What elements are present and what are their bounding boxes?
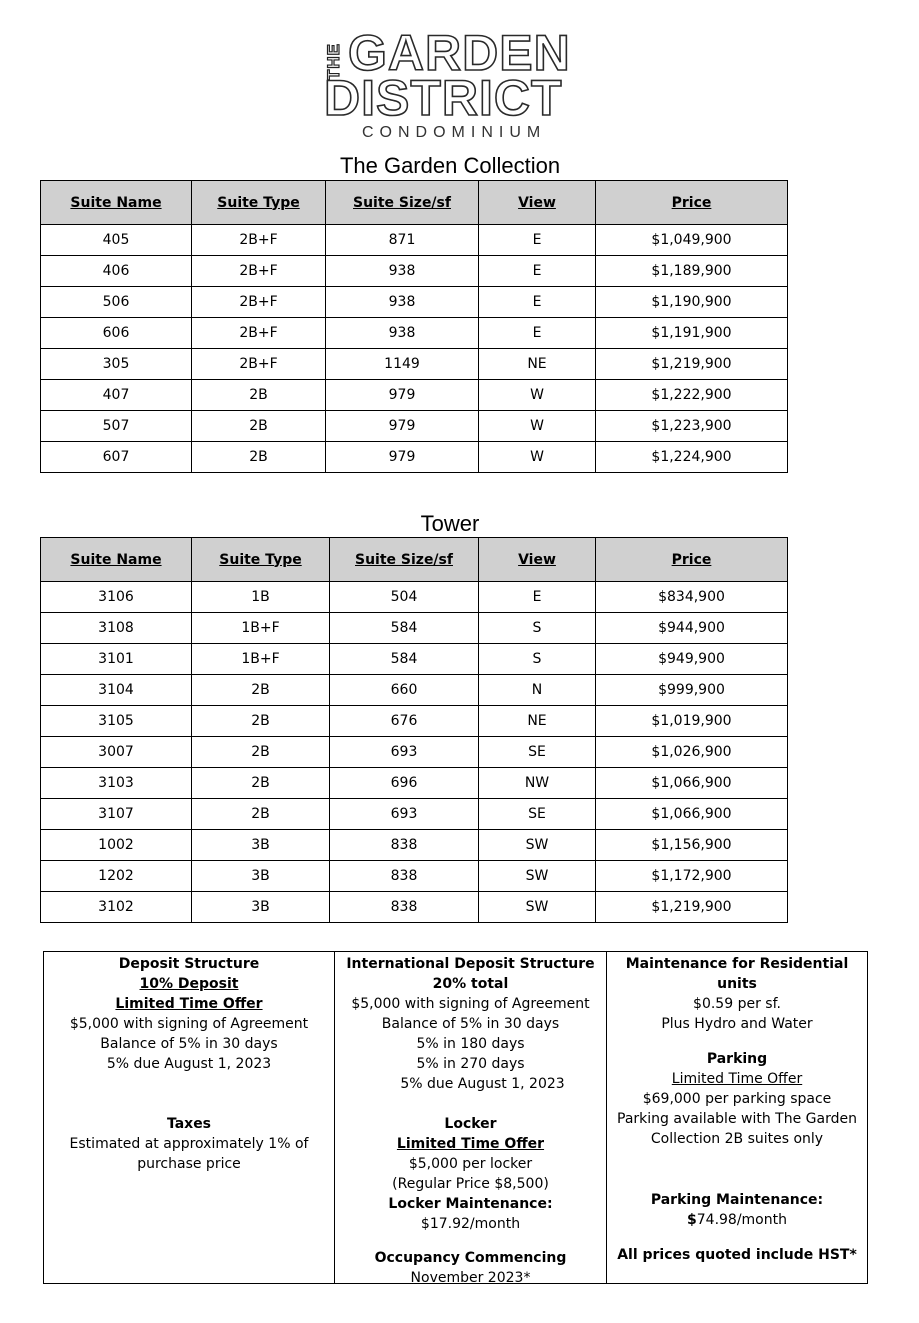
cell-suite-type: 1B+F bbox=[192, 613, 330, 644]
locker-line: $5,000 per locker bbox=[408, 1156, 533, 1172]
deposit-line: $5,000 with signing of Agreement bbox=[69, 1016, 309, 1032]
maintenance-title: Maintenance for Residential units bbox=[625, 956, 849, 992]
cell-price: $1,066,900 bbox=[596, 799, 788, 830]
cell-suite-size: 938 bbox=[326, 256, 479, 287]
cell-suite-name: 507 bbox=[41, 411, 192, 442]
cell-suite-size: 660 bbox=[330, 675, 479, 706]
table-row bbox=[41, 318, 788, 349]
header-suite-name: Suite Name bbox=[41, 538, 192, 582]
garden-district-logo bbox=[322, 25, 612, 146]
table-row bbox=[41, 706, 788, 737]
cell-view: SW bbox=[479, 830, 596, 861]
cell-suite-size: 696 bbox=[330, 768, 479, 799]
cell-price: $949,900 bbox=[596, 644, 788, 675]
table-row bbox=[41, 256, 788, 287]
cell-suite-name: 3108 bbox=[41, 613, 192, 644]
cell-suite-type: 2B bbox=[192, 799, 330, 830]
cell-suite-type: 2B+F bbox=[192, 287, 326, 318]
cell-suite-type: 2B+F bbox=[192, 225, 326, 256]
intl-line: 5% in 270 days bbox=[416, 1056, 525, 1072]
taxes-line: purchase price bbox=[137, 1156, 241, 1172]
cell-suite-name: 506 bbox=[41, 287, 192, 318]
tower-table bbox=[40, 537, 788, 923]
cell-suite-size: 676 bbox=[330, 706, 479, 737]
cell-view: N bbox=[479, 675, 596, 706]
header-suite-name: Suite Name bbox=[41, 181, 192, 225]
cell-suite-size: 938 bbox=[326, 318, 479, 349]
cell-price: $1,219,900 bbox=[596, 349, 788, 380]
cell-suite-name: 3103 bbox=[41, 768, 192, 799]
parking-maintenance-dollar: $ bbox=[687, 1212, 697, 1228]
table-row bbox=[41, 582, 788, 613]
deposit-offer: Limited Time Offer bbox=[115, 996, 263, 1012]
table-row bbox=[41, 287, 788, 318]
cell-suite-size: 584 bbox=[330, 644, 479, 675]
locker-maintenance-value: $17.92/month bbox=[420, 1216, 521, 1232]
deposit-percent: 10% Deposit bbox=[139, 976, 239, 992]
intl-line: 5% due August 1, 2023 bbox=[400, 1076, 565, 1092]
maintenance-line: $0.59 per sf. bbox=[693, 996, 781, 1012]
cell-price: $944,900 bbox=[596, 613, 788, 644]
cell-view: E bbox=[479, 225, 596, 256]
cell-view: SW bbox=[479, 892, 596, 923]
table-row bbox=[41, 613, 788, 644]
terms-info-box bbox=[43, 951, 868, 1284]
cell-suite-size: 838 bbox=[330, 830, 479, 861]
cell-suite-type: 2B bbox=[192, 706, 330, 737]
cell-suite-type: 1B bbox=[192, 582, 330, 613]
cell-suite-size: 584 bbox=[330, 613, 479, 644]
cell-view: W bbox=[479, 380, 596, 411]
taxes-line: Estimated at approximately 1% of bbox=[69, 1136, 309, 1152]
cell-suite-size: 938 bbox=[326, 287, 479, 318]
cell-suite-size: 1149 bbox=[326, 349, 479, 380]
cell-suite-type: 3B bbox=[192, 892, 330, 923]
parking-maintenance-title: Parking Maintenance: bbox=[650, 1192, 824, 1208]
cell-suite-name: 1202 bbox=[41, 861, 192, 892]
cell-view: S bbox=[479, 613, 596, 644]
table-header-row bbox=[41, 181, 788, 225]
cell-suite-name: 3107 bbox=[41, 799, 192, 830]
cell-price: $1,222,900 bbox=[596, 380, 788, 411]
cell-view: SW bbox=[479, 861, 596, 892]
cell-price: $1,026,900 bbox=[596, 737, 788, 768]
cell-suite-size: 838 bbox=[330, 861, 479, 892]
cell-suite-size: 693 bbox=[330, 737, 479, 768]
intl-line: $5,000 with signing of Agreement bbox=[351, 996, 590, 1012]
cell-view: SE bbox=[479, 799, 596, 830]
header-suite-type: Suite Type bbox=[192, 181, 326, 225]
cell-price: $1,172,900 bbox=[596, 861, 788, 892]
table-row bbox=[41, 737, 788, 768]
cell-price: $1,049,900 bbox=[596, 225, 788, 256]
parking-title: Parking bbox=[706, 1051, 768, 1067]
cell-view: SE bbox=[479, 737, 596, 768]
cell-suite-name: 3106 bbox=[41, 582, 192, 613]
deposit-line: Balance of 5% in 30 days bbox=[100, 1036, 278, 1052]
deposit-column bbox=[44, 952, 335, 1283]
cell-suite-size: 979 bbox=[326, 442, 479, 473]
parking-maintenance-value bbox=[607, 1210, 867, 1230]
intl-line: 5% in 180 days bbox=[416, 1036, 525, 1052]
parking-maintenance-amount: 74.98/month bbox=[696, 1212, 787, 1228]
cell-view: S bbox=[479, 644, 596, 675]
cell-suite-name: 305 bbox=[41, 349, 192, 380]
cell-suite-name: 405 bbox=[41, 225, 192, 256]
table-row bbox=[41, 861, 788, 892]
header-view: View bbox=[479, 538, 596, 582]
logo-the-text: THE bbox=[324, 43, 343, 81]
cell-suite-type: 2B bbox=[192, 411, 326, 442]
cell-suite-name: 1002 bbox=[41, 830, 192, 861]
cell-suite-name: 407 bbox=[41, 380, 192, 411]
cell-price: $1,019,900 bbox=[596, 706, 788, 737]
cell-price: $1,190,900 bbox=[596, 287, 788, 318]
cell-price: $1,224,900 bbox=[596, 442, 788, 473]
cell-suite-name: 606 bbox=[41, 318, 192, 349]
tower-title: Tower bbox=[420, 511, 480, 536]
cell-suite-size: 871 bbox=[326, 225, 479, 256]
intl-deposit-title: International Deposit Structure bbox=[346, 956, 595, 972]
maintenance-line: Plus Hydro and Water bbox=[661, 1016, 813, 1032]
cell-suite-type: 2B+F bbox=[192, 318, 326, 349]
cell-view: E bbox=[479, 318, 596, 349]
cell-suite-type: 2B bbox=[192, 675, 330, 706]
cell-suite-name: 3104 bbox=[41, 675, 192, 706]
table-row bbox=[41, 799, 788, 830]
cell-suite-size: 504 bbox=[330, 582, 479, 613]
parking-line: $69,000 per parking space bbox=[642, 1091, 832, 1107]
cell-suite-name: 406 bbox=[41, 256, 192, 287]
header-price: Price bbox=[596, 538, 788, 582]
cell-suite-type: 2B bbox=[192, 768, 330, 799]
cell-price: $1,191,900 bbox=[596, 318, 788, 349]
parking-line: Parking available with The Garden bbox=[617, 1111, 857, 1127]
table-header-row bbox=[41, 538, 788, 582]
garden-collection-table bbox=[40, 180, 788, 473]
table-row bbox=[41, 411, 788, 442]
cell-suite-name: 3105 bbox=[41, 706, 192, 737]
locker-maintenance-title: Locker Maintenance: bbox=[388, 1196, 553, 1212]
cell-suite-name: 607 bbox=[41, 442, 192, 473]
cell-view: NW bbox=[479, 768, 596, 799]
taxes-title: Taxes bbox=[166, 1116, 212, 1132]
cell-suite-name: 3007 bbox=[41, 737, 192, 768]
locker-title: Locker bbox=[444, 1116, 497, 1132]
table-row bbox=[41, 380, 788, 411]
cell-view: E bbox=[479, 287, 596, 318]
cell-suite-type: 2B bbox=[192, 380, 326, 411]
international-column bbox=[335, 952, 607, 1286]
cell-suite-type: 2B+F bbox=[192, 349, 326, 380]
cell-price: $999,900 bbox=[596, 675, 788, 706]
header-suite-size: Suite Size/sf bbox=[326, 181, 479, 225]
cell-suite-type: 2B+F bbox=[192, 256, 326, 287]
cell-price: $1,223,900 bbox=[596, 411, 788, 442]
cell-price: $1,189,900 bbox=[596, 256, 788, 287]
cell-suite-type: 3B bbox=[192, 830, 330, 861]
cell-suite-type: 1B+F bbox=[192, 644, 330, 675]
cell-price: $834,900 bbox=[596, 582, 788, 613]
table-row bbox=[41, 830, 788, 861]
header-price: Price bbox=[596, 181, 788, 225]
header-suite-size: Suite Size/sf bbox=[330, 538, 479, 582]
header-view: View bbox=[479, 181, 596, 225]
cell-suite-name: 3101 bbox=[41, 644, 192, 675]
cell-view: E bbox=[479, 256, 596, 287]
deposit-title: Deposit Structure bbox=[118, 956, 260, 972]
cell-suite-size: 979 bbox=[326, 380, 479, 411]
table-row bbox=[41, 225, 788, 256]
deposit-line: 5% due August 1, 2023 bbox=[106, 1056, 272, 1072]
cell-price: $1,219,900 bbox=[596, 892, 788, 923]
cell-view: W bbox=[479, 442, 596, 473]
cell-view: E bbox=[479, 582, 596, 613]
table-row bbox=[41, 892, 788, 923]
locker-line: (Regular Price $8,500) bbox=[392, 1176, 549, 1192]
cell-suite-size: 979 bbox=[326, 411, 479, 442]
logo-condominium-text: CONDOMINIUM bbox=[362, 124, 547, 141]
locker-offer: Limited Time Offer bbox=[396, 1136, 545, 1152]
hst-note: All prices quoted include HST* bbox=[617, 1247, 857, 1263]
occupancy-date: November 2023* bbox=[410, 1270, 531, 1286]
cell-suite-size: 838 bbox=[330, 892, 479, 923]
cell-suite-size: 693 bbox=[330, 799, 479, 830]
occupancy-title: Occupancy Commencing bbox=[374, 1250, 567, 1266]
garden-collection-title: The Garden Collection bbox=[339, 153, 561, 178]
cell-price: $1,156,900 bbox=[596, 830, 788, 861]
table-row bbox=[41, 349, 788, 380]
table-row bbox=[41, 442, 788, 473]
cell-price: $1,066,900 bbox=[596, 768, 788, 799]
parking-offer: Limited Time Offer bbox=[671, 1071, 803, 1087]
cell-suite-name: 3102 bbox=[41, 892, 192, 923]
parking-line: Collection 2B suites only bbox=[650, 1131, 824, 1147]
cell-view: NE bbox=[479, 706, 596, 737]
cell-view: NE bbox=[479, 349, 596, 380]
intl-deposit-total: 20% total bbox=[432, 976, 509, 992]
header-suite-type: Suite Type bbox=[192, 538, 330, 582]
maintenance-column bbox=[607, 952, 867, 1283]
cell-suite-type: 2B bbox=[192, 737, 330, 768]
table-row bbox=[41, 644, 788, 675]
cell-suite-type: 2B bbox=[192, 442, 326, 473]
table-row bbox=[41, 675, 788, 706]
logo-district-text: DISTRICT bbox=[324, 70, 563, 126]
table-row bbox=[41, 768, 788, 799]
intl-line: Balance of 5% in 30 days bbox=[381, 1016, 560, 1032]
logo-garden-text: GARDEN bbox=[348, 25, 571, 81]
cell-suite-type: 3B bbox=[192, 861, 330, 892]
cell-view: W bbox=[479, 411, 596, 442]
